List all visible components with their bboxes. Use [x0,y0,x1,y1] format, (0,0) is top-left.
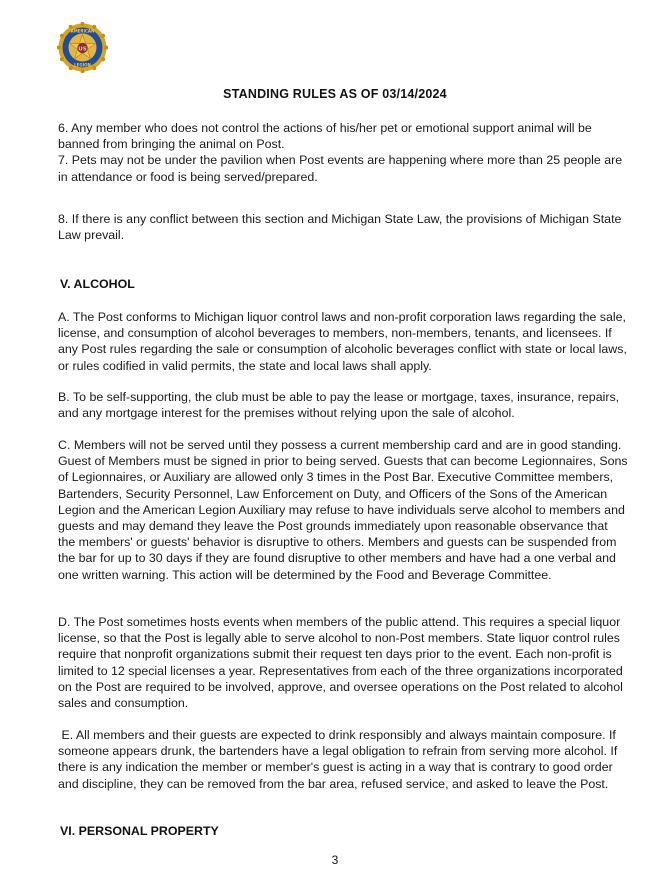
alcohol-paragraph-e: E. All members and their guests are expected to drink responsibly and always maintain composure. If someone appears drunk, the bartenders have a legal obligation to refrain from serving more alcohol. If there is any indication the member or member's guest is acting in a way that is contrary to good order and discipline, they can be removed from the bar area, refused service, and asked to leave the Post. [58,728,621,791]
document-title: STANDING RULES AS OF 03/14/2024 [223,87,447,101]
section-heading-alcohol: V. ALCOHOL [60,277,135,291]
rule-item-8: 8. If there is any conflict between this section and Michigan State Law, the provisions of Michigan State Law prevail. [58,212,622,243]
rule-items-6-7 [58,120,628,185]
alcohol-paragraph-b-block [58,389,628,421]
alcohol-paragraph-d: D. The Post sometimes hosts events when members of the public attend. This requires a special liquor license, so that the Post is legally able to serve alcohol to non-Post members. State liquor control rules require that nonprofit organizations submit their request ten days prior to the event. Each non-profit is limited to 12 special licenses a year. Representatives from each of the three organizations incorporated on the Post are required to be involved, approve, and oversee operations on the Post related to alcohol sales and consumption. [58,615,623,711]
alcohol-paragraph-c-block [58,437,628,583]
alcohol-paragraph-a: A. The Post conforms to Michigan liquor control laws and non-profit corporation laws regarding the sale, license, and consumption of alcohol beverages to members, non-members, tenants, and licensees. If any Post rules regarding the sale or consumption of alcoholic beverages conflict with state or local laws, or rules codified in valid permits, the state and local laws shall apply. [58,310,627,373]
alcohol-paragraph-a-block [58,309,628,374]
svg-text:LEGION: LEGION [74,62,91,68]
rule-item-8-block [58,211,628,243]
alcohol-paragraph-b: B. To be self-supporting, the club must be able to pay the lease or mortgage, taxes, insurance, repairs, and any mortgage interest for the premises without relying upon the sale of alcohol. [58,390,620,421]
svg-text:US: US [78,46,87,53]
alcohol-paragraph-c: C. Members will not be served until they possess a current membership card and are in good standing. Guest of Members must be signed in prior to being served. Guests that can become Legionnaires, Sons of Legionnaires, or Auxiliary are allowed only 3 times in the Post Bar. Executive Committee members, Bartenders, Security Personnel, Law Enforcement on Duty, and Officers of the Sons of the American Legion and the American Legion Auxiliary may refuse to have individuals serve alcohol to members and guests and may demand they leave the Post grounds immediately upon reasonable observance that the members' or guests' behavior is disruptive to others. Members and guests can be suspended from the bar for up to 30 days if they are found disruptive to other members and have had a one verbal and one written warning. This action will be determined by the Food and Beverage Committee. [58,438,628,582]
alcohol-paragraph-d-block [58,614,628,711]
rule-item-7: 7. Pets may not be under the pavilion when Post events are happening where more than 25 people are in attendance or food is being served/prepared. [58,153,623,184]
page-number: 3 [331,853,339,867]
american-legion-emblem-icon [57,22,108,73]
rule-item-6: 6. Any member who does not control the actions of his/her pet or emotional support animal will be banned from bringing the animal on Post. [58,121,592,152]
alcohol-paragraph-e-block [58,727,628,792]
svg-text:AMERICAN: AMERICAN [70,28,95,34]
section-heading-personal-property: VI. PERSONAL PROPERTY [60,824,219,838]
